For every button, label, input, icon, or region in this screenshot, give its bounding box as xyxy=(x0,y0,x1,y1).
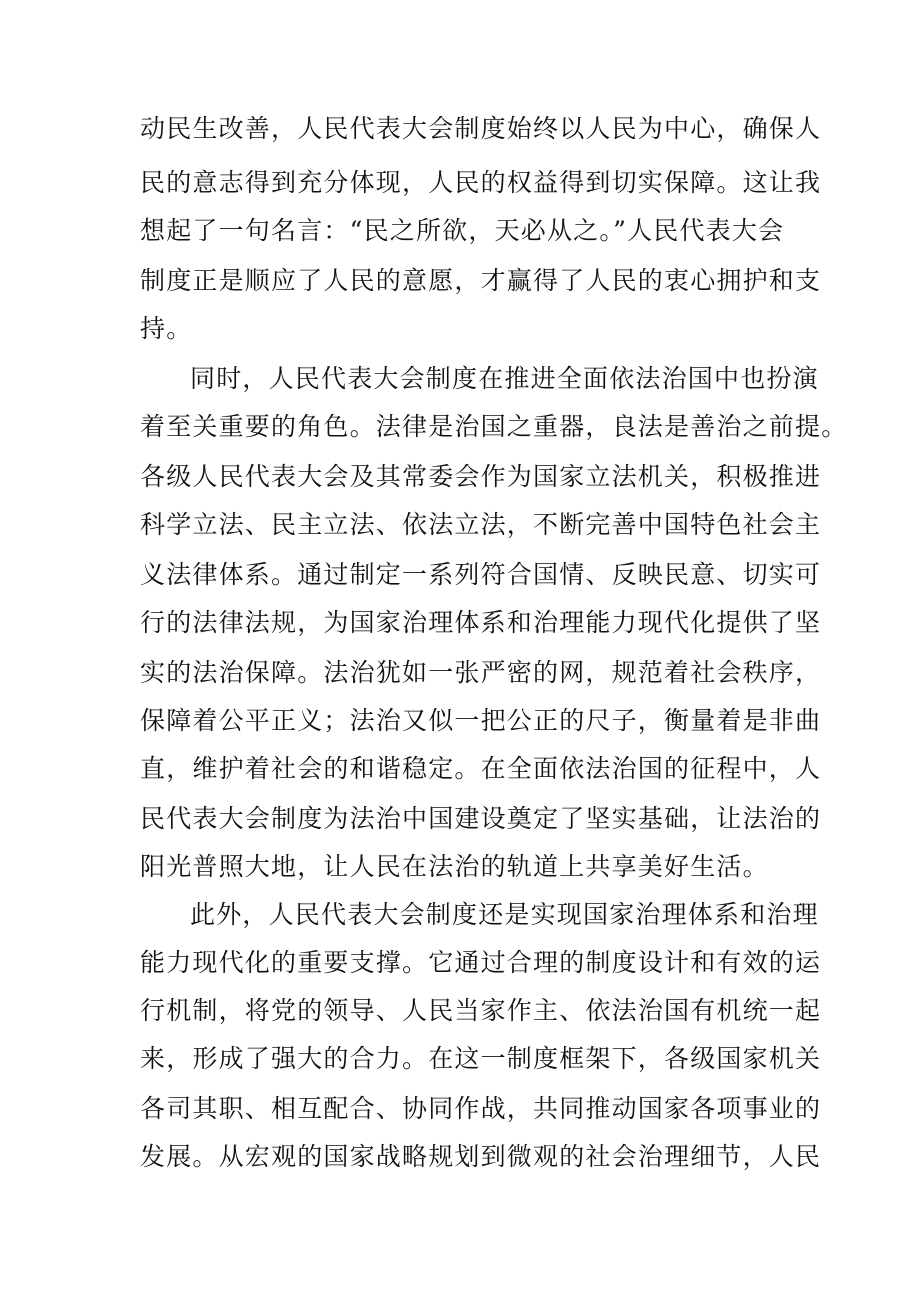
text-line: 阳光普照大地，让人民在法治的轨道上共享美好生活。 xyxy=(140,852,769,881)
text-line: 发展。从宏观的国家战略规划到微观的社会治理细节，人民 xyxy=(140,1142,822,1171)
text-line: 直，维护着社会的和谐稳定。在全面依法治国的征程中，人 xyxy=(140,754,822,783)
text-line: 持。 xyxy=(140,314,193,343)
text-line: 行的法律法规，为国家治理体系和治理能力现代化提供了坚 xyxy=(140,608,822,637)
text-line: 保障着公平正义；法治又似一把公正的尺子，衡量着是非曲 xyxy=(140,706,822,735)
text-line: 科学立法、民主立法、依法立法，不断完善中国特色社会主 xyxy=(140,510,822,539)
text-line: 实的法治保障。法治犹如一张严密的网，规范着社会秩序， xyxy=(140,658,822,687)
paragraph-first-line: 此外，人民代表大会制度还是实现国家治理体系和治理 xyxy=(190,900,819,929)
text-line: 想起了一句名言：“民之所欲，天必从之。”人民代表大会 xyxy=(140,216,785,245)
text-line: 着至关重要的角色。法律是治国之重器，良法是善治之前提。 xyxy=(140,412,848,441)
text-line: 义法律体系。通过制定一系列符合国情、反映民意、切实可 xyxy=(140,560,822,589)
text-line: 制度正是顺应了人民的意愿，才赢得了人民的衷心拥护和支 xyxy=(140,266,822,295)
text-line: 行机制，将党的领导、人民当家作主、依法治国有机统一起 xyxy=(140,996,822,1025)
text-line: 民的意志得到充分体现，人民的权益得到切实保障。这让我 xyxy=(140,168,822,197)
text-line: 民代表大会制度为法治中国建设奠定了坚实基础，让法治的 xyxy=(140,804,822,833)
text-line: 各司其职、相互配合、协同作战，共同推动国家各项事业的 xyxy=(140,1094,822,1123)
text-line: 能力现代化的重要支撑。它通过合理的制度设计和有效的运 xyxy=(140,948,822,977)
text-line: 各级人民代表大会及其常委会作为国家立法机关，积极推进 xyxy=(140,462,822,491)
paragraph-first-line: 同时，人民代表大会制度在推进全面依法治国中也扮演 xyxy=(190,364,819,393)
text-line: 动民生改善，人民代表大会制度始终以人民为中心，确保人 xyxy=(140,114,822,143)
text-line: 来，形成了强大的合力。在这一制度框架下，各级国家机关 xyxy=(140,1044,822,1073)
